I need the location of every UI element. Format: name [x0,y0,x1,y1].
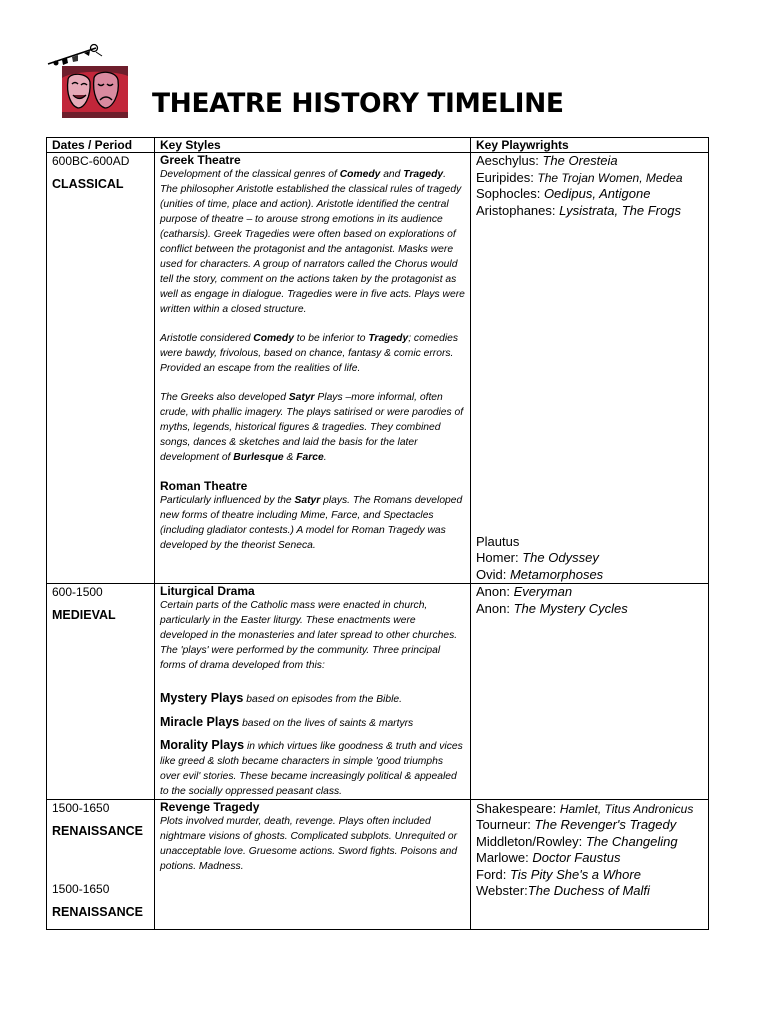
roman-theatre-description: Particularly influenced by the Satyr plays. The Romans developed new forms of theatre including Mime, Farce, and Spectacles (including gladiator contests.) A model for Roman Tragedy was developed by the theorist Seneca. [160,495,463,551]
classical-date: 600BC-600AD [52,154,130,168]
renaissance-styles-cell [155,800,471,930]
playwright-entry: Aristophanes: Lysistrata, The Frogs [476,202,681,218]
renaissance-date: 1500-1650 [52,801,110,815]
greek-theatre-title: Greek Theatre [160,153,241,167]
liturgical-drama-title: Liturgical Drama [160,584,255,598]
playwright-entry: Anon: The Mystery Cycles [476,600,628,616]
spotlight-icon [48,45,102,66]
playwright-entry: Ford: Tis Pity She's a Whore [476,866,641,882]
medieval-playwrights-cell [471,584,709,800]
revenge-tragedy-description: Plots involved murder, death, revenge. Plays often included nightmare visions of ghosts. Complicated subplots. Unrequited or unacceptable love. Gruesome actions. Sword fights. Poisons and potions. Madness. [160,816,458,872]
medieval-period: MEDIEVAL [52,608,116,622]
playwright-entry: Sophocles: Oedipus, Antigone [476,186,651,201]
drama-form-item: Miracle Plays based on the lives of saints & martyrs [160,715,414,729]
greek-theatre-description: Development of the classical genres of Comedy and Tragedy. The philosopher Aristotle established the classical rules of tragedy (unities of time, place and action). Aristotle identified the central purpose of theatre – to arouse strong emotions in its audience (catharsis). Greek Tragedies were often based on explorations of conflict between the protagonist and the antagonist. Masks were used for characters. A group of narrators called the Chorus would tell the story, comment on the actions taken by the protagonist as well as engage in dialogue. Tragedies were in five acts. Plays were written within a closed structure. Aristotle considered Comedy to be inferior to Tragedy; comedies were bawdy, frivolous, based on chance, fantasy & comic errors. Provided an escape from the realities of life. The Greeks also developed Satyr Plays –more informal, often crude, with phallic imagery. The plays satirised or were parodies of myths, legends, historical figures & tragedies. They combined songs, dances & sketches and laid the basis for the later development of Burlesque & Farce. [160,169,465,463]
playwright-entry: Middleton/Rowley: The Changeling [476,833,678,849]
medieval-playwrights-list [476,584,703,617]
renaissance-playwrights-list [476,801,703,900]
liturgical-drama-description: Certain parts of the Catholic mass were enacted in church, particularly in the Easter liturgy. These enactments were developed in the monasteries and later spread to other churches. The 'plays' were performed by the community. Three principal forms of drama developed from this: [160,600,458,671]
renaissance-playwrights-cell [471,800,709,930]
medieval-styles-cell [155,584,471,800]
drama-form-item: Morality Plays in which virtues like goodness & truth and vices like greed & sloth became characters in simple 'good triumphs over evil' stories. These became increasingly political & appealed to the socially oppressed peasant class. [160,738,463,797]
medieval-period-cell [47,584,155,800]
page-title: THEATRE HISTORY TIMELINE [152,88,564,119]
playwright-entry: Tourneur: The Revenger's Tragedy [476,817,677,832]
playwright-entry: Euripides: The Trojan Women, Medea [476,169,683,185]
classical-styles-cell [155,153,471,584]
timeline-table [46,137,709,930]
roman-theatre-title: Roman Theatre [160,479,248,493]
playwright-entry: Aeschylus: The Oresteia [476,153,618,168]
playwright-entry: Anon: Everyman [476,584,573,599]
renaissance-period-2: RENAISSANCE [52,905,143,919]
classical-playwrights-cell [471,153,709,584]
playwright-entry: Marlowe: Doctor Faustus [476,850,621,865]
classical-period: CLASSICAL [52,177,124,191]
medieval-date: 600-1500 [52,585,103,599]
table-row-renaissance [47,800,709,930]
theatre-masks-logo [44,42,136,120]
drama-form-item: Mystery Plays based on episodes from the Bible. [160,691,402,705]
classical-period-cell [47,153,155,584]
playwright-entry: Shakespeare: Hamlet, Titus Andronicus [476,801,694,816]
playwright-entry: Webster:The Duchess of Malfi [476,883,650,898]
classical-playwrights-list [476,153,703,219]
header-playwrights: Key Playwrights [471,138,709,153]
roman-playwrights-list [476,534,603,584]
renaissance-date-2: 1500-1650 [52,882,110,896]
playwright-entry: Plautus [476,533,520,549]
renaissance-period-cell [47,800,155,930]
header-dates: Dates / Period [47,138,155,153]
revenge-tragedy-title: Revenge Tragedy [160,800,260,814]
header-styles: Key Styles [155,138,471,153]
playwright-entry: Ovid: Metamorphoses [476,566,604,582]
table-row-classical [47,153,709,584]
table-row-medieval [47,584,709,800]
renaissance-period: RENAISSANCE [52,824,143,838]
playwright-entry: Homer: The Odyssey [476,550,599,565]
table-header-row [47,138,709,153]
